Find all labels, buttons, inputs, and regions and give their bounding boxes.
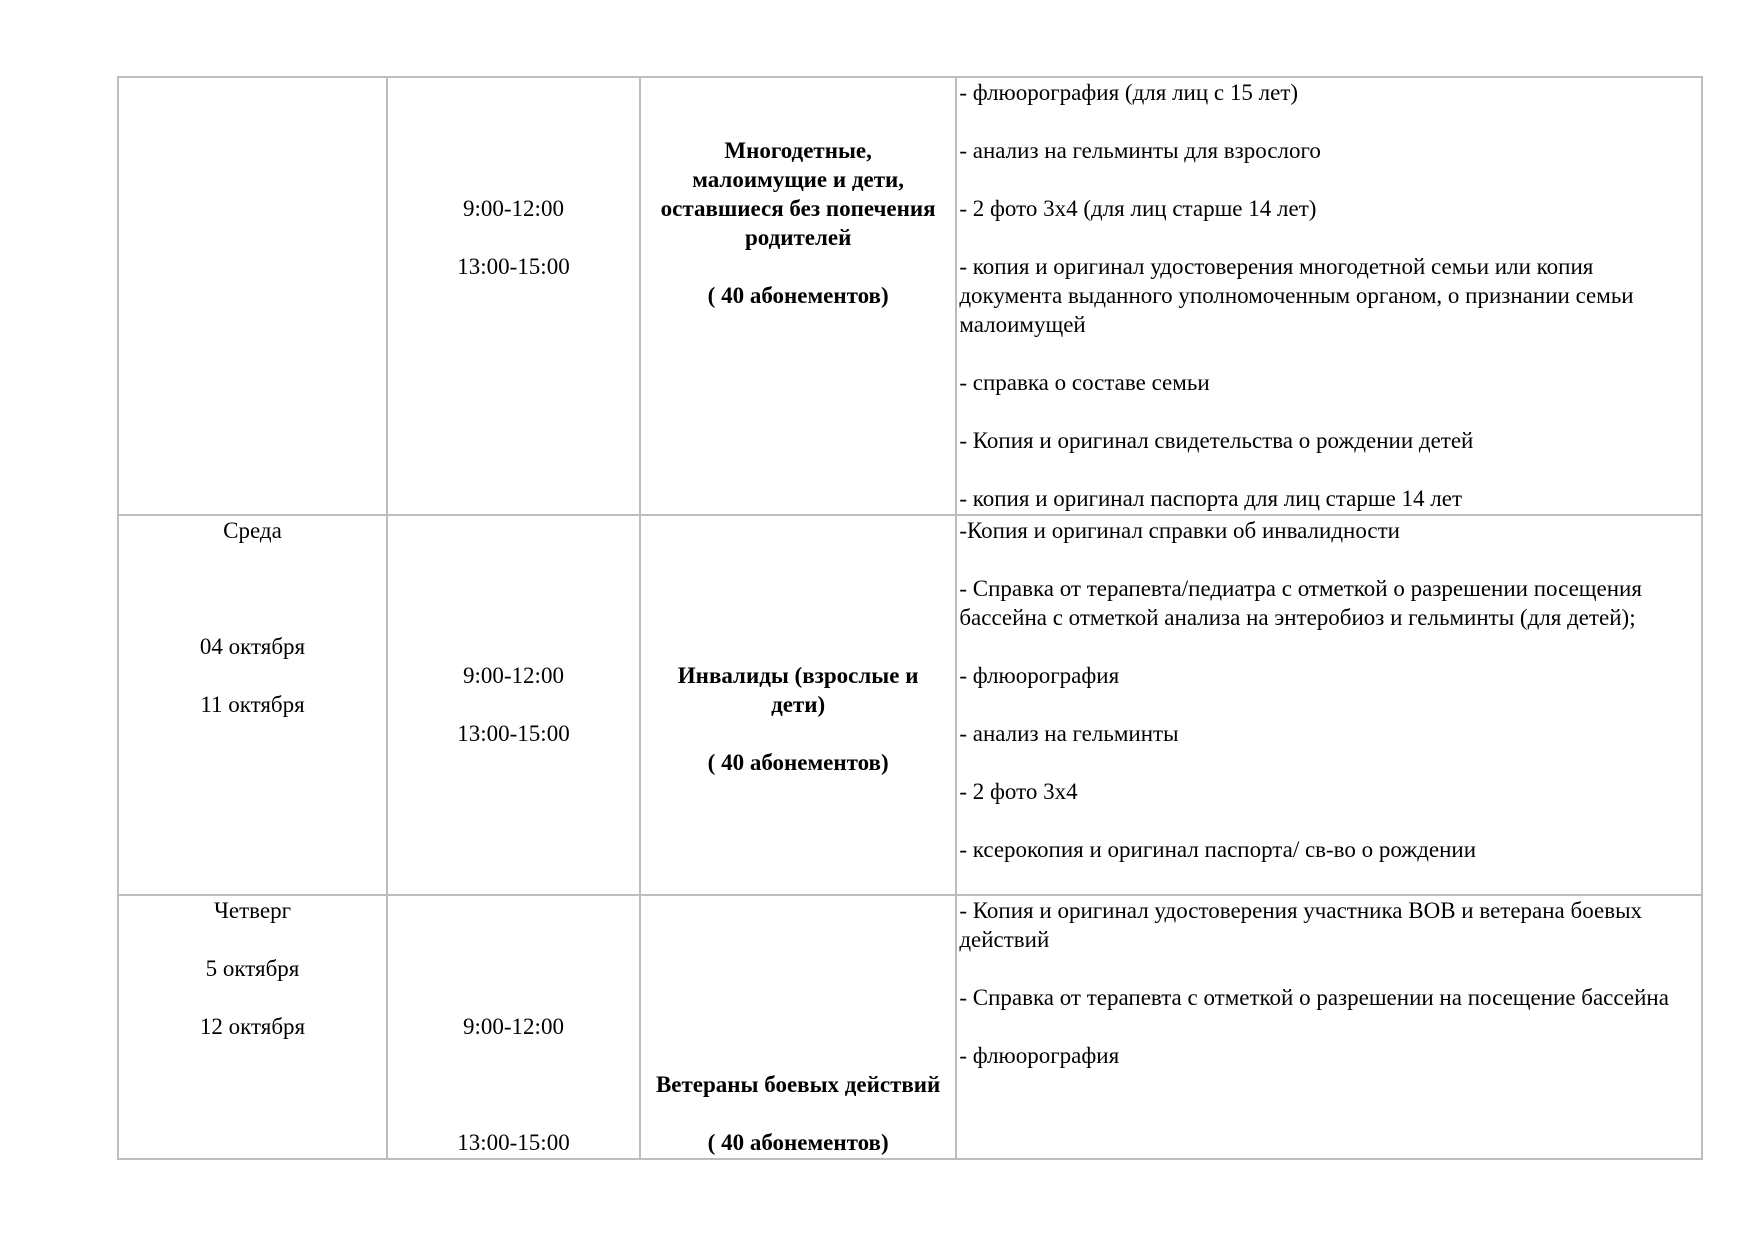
- date-label: 5 октября: [205, 956, 300, 981]
- schedule-table: [117, 76, 1703, 1160]
- category-line: Ветераны боевых действий: [655, 1072, 941, 1097]
- weekday-label: Четверг: [213, 898, 292, 923]
- table-row: [118, 77, 1702, 515]
- time-slot-1: 9:00-12:00: [463, 663, 564, 688]
- time-slot-1: 9:00-12:00: [463, 196, 564, 221]
- time-slot-1: 9:00-12:00: [463, 1014, 564, 1039]
- date-label: 11 октября: [200, 692, 305, 717]
- category-line: родителей: [744, 225, 852, 250]
- document-item: - 2 фото 3х4 (для лиц старше 14 лет): [959, 196, 1317, 221]
- document-item: - копия и оригинал паспорта для лиц старше 14 лет: [959, 486, 1463, 511]
- documents-cell: [956, 515, 1702, 895]
- time-cell: [387, 895, 640, 1159]
- subscriptions-count: ( 40 абонементов): [707, 1130, 889, 1155]
- time-slot-2: 13:00-15:00: [457, 1130, 570, 1155]
- subscriptions-count: ( 40 абонементов): [707, 750, 889, 775]
- document-item: - справка о составе семьи: [959, 370, 1210, 395]
- category-line: Инвалиды (взрослые и: [677, 663, 919, 688]
- document-item: - Справка от терапевта/педиатра с отметкой о разрешении посещения бассейна с отметкой анализа на энтеробиоз и гельминты (для детей);: [959, 576, 1642, 630]
- table-row: [118, 515, 1702, 895]
- document-item: - Копия и оригинал свидетельства о рождении детей: [959, 428, 1474, 453]
- weekday-label: Среда: [223, 518, 282, 543]
- document-item: - Копия и оригинал удостоверения участника ВОВ и ветерана боевых действий: [959, 898, 1643, 952]
- document-item: -Копия и оригинал справки об инвалидности: [959, 518, 1400, 543]
- document-item: - флюорография (для лиц с 15 лет): [959, 80, 1299, 105]
- subscriptions-count: ( 40 абонементов): [707, 283, 889, 308]
- day-cell: [118, 515, 387, 895]
- category-line: оставшиеся без попечения: [660, 196, 936, 221]
- category-cell: [640, 77, 956, 515]
- time-slot-2: 13:00-15:00: [457, 254, 570, 279]
- category-line: малоимущие и дети,: [692, 167, 905, 192]
- category-line: Многодетные,: [724, 138, 872, 163]
- table-row: [118, 895, 1702, 1159]
- date-label: 12 октября: [199, 1014, 306, 1039]
- category-line: дети): [771, 692, 826, 717]
- document-item: - 2 фото 3х4: [959, 779, 1078, 804]
- category-cell: [640, 515, 956, 895]
- document-item: - анализ на гельминты: [959, 721, 1179, 746]
- time-cell: [387, 77, 640, 515]
- document-item: - копия и оригинал удостоверения многодетной семьи или копия документа выданного уполномоченным органом, о признании семьи малоимущей: [959, 254, 1634, 337]
- document-item: - Справка от терапевта с отметкой о разрешении на посещение бассейна: [959, 985, 1669, 1010]
- date-label: 04 октября: [199, 634, 306, 659]
- document-item: - ксерокопия и оригинал паспорта/ св-во о рождении: [959, 837, 1477, 862]
- day-cell: [118, 895, 387, 1159]
- document-item: - флюорография: [959, 1043, 1120, 1068]
- time-slot-2: 13:00-15:00: [457, 721, 570, 746]
- document-item: - флюорография: [959, 663, 1120, 688]
- time-cell: [387, 515, 640, 895]
- documents-cell: [956, 77, 1702, 515]
- day-cell: [118, 77, 387, 515]
- category-cell: [640, 895, 956, 1159]
- documents-cell: [956, 895, 1702, 1159]
- document-item: - анализ на гельминты для взрослого: [959, 138, 1321, 163]
